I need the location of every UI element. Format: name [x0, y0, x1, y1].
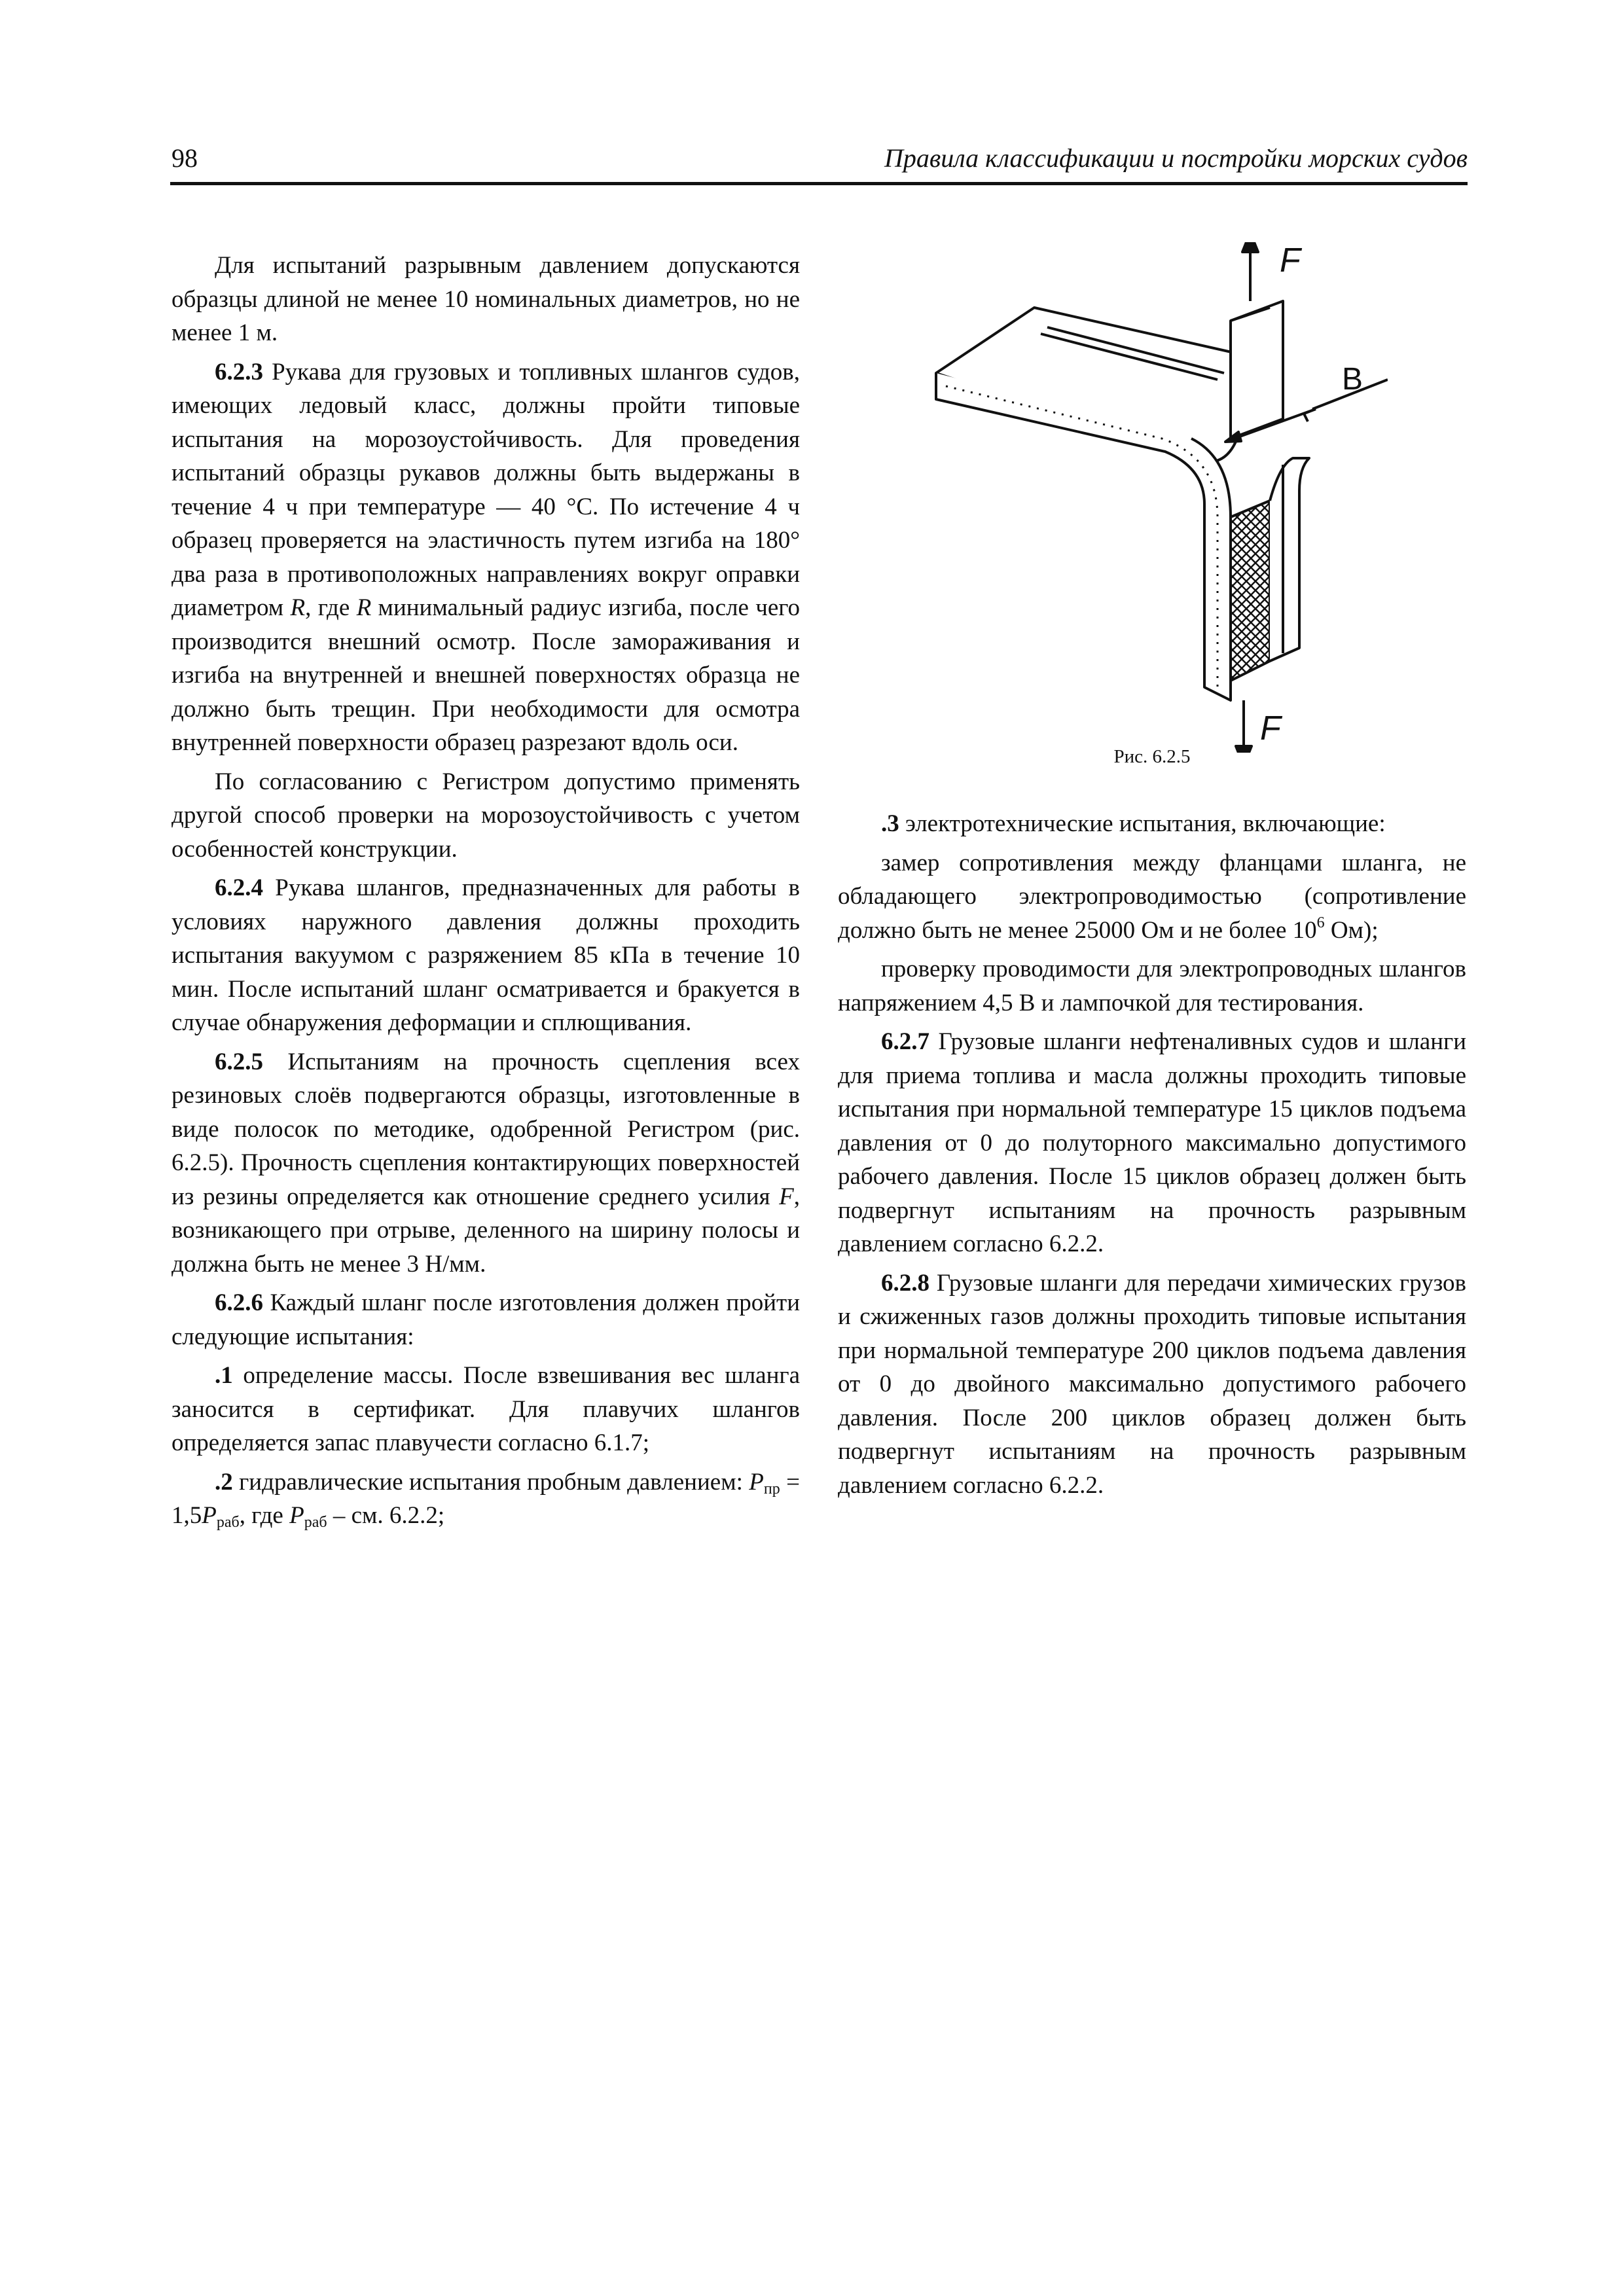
- paragraph-text: Для испытаний разрывным давлением допускаются образцы длиной не менее 10 номинальных диаметров, но не менее 1 м.: [171, 252, 800, 346]
- paragraph-text: Каждый шланг после изготовления должен пройти следующие испытания:: [171, 1289, 800, 1350]
- paragraph-text: , возникающего при отрыве, деленного на ширину полосы и должна быть не менее 3 Н/мм.: [171, 1183, 800, 1278]
- variable-p: P: [289, 1502, 304, 1529]
- rubber-layer-hatch: [1231, 501, 1270, 681]
- paragraph-text: Испытаниям на прочность сцепления всех резиновых слоёв подвергаются образцы, изготовленные в виде полосок по методике, одобренной Регистром (рис. 6.2.5). Прочность сцепления контактирующих поверхностей из резины определяется как отношение среднего усилия: [171, 1048, 800, 1210]
- paragraph-item-1: [171, 1359, 800, 1460]
- item-number: .3: [881, 810, 899, 837]
- paragraph-text: , где: [305, 594, 357, 621]
- paragraph-text: Рукава шлангов, предназначенных для работы в условиях наружного давления должны проходить испытания вакуумом с разряжением 85 кПа в течение 10 мин. После испытаний шланг осматривается и бракуется в случае обнаружения деформации и сплющивания.: [171, 874, 800, 1036]
- peel-test-diagram: [916, 242, 1388, 753]
- paragraph-6-2-4: [171, 871, 800, 1040]
- superscript: 6: [1316, 914, 1325, 931]
- clause-number: 6.2.8: [881, 1269, 929, 1297]
- paragraph-conductivity: [838, 952, 1466, 1020]
- paragraph-text: Грузовые шланги для передачи химических грузов и сжиженных газов должны проходить типовые испытания при нормальной температуре 200 циклов подъема давления от 0 до двойного максимально допустимого рабочего давления. После 200 циклов образец должен быть подвергнут испытаниям на прочность разрывным давлением согласно 6.2.2.: [838, 1269, 1466, 1499]
- subscript: раб: [304, 1514, 327, 1531]
- clause-number: 6.2.5: [215, 1048, 263, 1075]
- running-title: Правила классификации и постройки морских судов: [884, 143, 1468, 173]
- subscript: пр: [763, 1480, 780, 1498]
- paragraph-burst-samples: [171, 249, 800, 350]
- subscript: раб: [216, 1514, 240, 1531]
- variable-p: P: [202, 1502, 217, 1529]
- paragraph-text: минимальный радиус изгиба, после чего производится внешний осмотр. После замораживания и изгиба на внутренней и внешней поверхностях образца не должно быть трещин. При необходимости для осмотра внутренней поверхности образец разрезают вдоль оси.: [171, 594, 800, 756]
- right-column: [838, 807, 1466, 1507]
- item-number: .2: [215, 1468, 233, 1496]
- paragraph-text: Рукава для грузовых и топливных шлангов судов, имеющих ледовый класс, должны пройти типовые испытания на морозоустойчивость. Для проведения испытаний образцы рукавов должны быть выдержаны в течение 4 ч при температуре — 40 °C. По истечение 4 ч образец проверяется на эластичность путем изгиба на 180° два раза в противоположных направлениях вокруг оправки диаметром: [171, 358, 800, 621]
- paragraph-item-3: [838, 807, 1466, 841]
- figure-6-2-5: [916, 242, 1388, 753]
- paragraph-6-2-8: [838, 1266, 1466, 1503]
- left-column: [171, 249, 800, 1538]
- label-b: B: [1342, 362, 1363, 397]
- variable-r: R: [290, 594, 306, 621]
- paragraph-alternative-method: [171, 765, 800, 867]
- paragraph-resistance: [838, 846, 1466, 948]
- paragraph-text: Грузовые шланги нефтеналивных судов и шланги для приема топлива и масла должны проходить типовые испытания при нормальной температуре 15 циклов подъема давления от 0 до полуторного максимально допустимого рабочего давления. После 15 циклов образец должен быть подвергнут испытаниям на прочность разрывным давлением согласно 6.2.2.: [838, 1028, 1466, 1257]
- paragraph-text: , где: [239, 1502, 290, 1529]
- paragraph-text: = 1,5: [171, 1468, 800, 1529]
- paragraph-text: электротехнические испытания, включающие:: [899, 810, 1386, 837]
- label-f-top: F: [1280, 242, 1301, 279]
- paragraph-text: замер сопротивления между фланцами шланга, не обладающего электропроводимостью (сопротивление должно быть не менее 25000 Ом и не более 10: [838, 849, 1466, 944]
- paragraph-text: – см. 6.2.2;: [327, 1502, 445, 1529]
- variable-f: F: [779, 1183, 794, 1210]
- item-number: .1: [215, 1362, 233, 1389]
- clause-number: 6.2.3: [215, 358, 263, 386]
- label-f-bottom: F: [1260, 709, 1281, 747]
- paragraph-text: Ом);: [1324, 916, 1379, 944]
- paragraph-6-2-6: [171, 1286, 800, 1354]
- paragraph-text: По согласованию с Регистром допустимо применять другой способ проверки на морозоустойчивость с учетом особенностей конструкции.: [171, 768, 800, 863]
- paragraph-text: гидравлические испытания пробным давлением:: [232, 1468, 749, 1496]
- figure-caption: Рис. 6.2.5: [1113, 746, 1191, 767]
- variable-p: P: [749, 1468, 764, 1496]
- paragraph-text: определение массы. После взвешивания вес шланга заносится в сертификат. Для плавучих шлангов определяется запас плавучести согласно 6.1.7;: [171, 1362, 800, 1456]
- upper-grip-tab: [1231, 301, 1283, 439]
- clause-number: 6.2.6: [215, 1289, 263, 1316]
- paragraph-item-2: [171, 1465, 800, 1533]
- paragraph-6-2-7: [838, 1025, 1466, 1261]
- clause-number: 6.2.7: [881, 1028, 929, 1055]
- clause-number: 6.2.4: [215, 874, 263, 901]
- page-number: 98: [171, 143, 198, 173]
- page-header: [170, 143, 1468, 185]
- paragraph-text: проверку проводимости для электропроводных шлангов напряжением 4,5 В и лампочкой для тестирования.: [838, 956, 1466, 1016]
- lower-strip: [1270, 458, 1309, 661]
- variable-r: R: [356, 594, 372, 621]
- paragraph-6-2-5: [171, 1045, 800, 1282]
- paragraph-6-2-3: [171, 355, 800, 760]
